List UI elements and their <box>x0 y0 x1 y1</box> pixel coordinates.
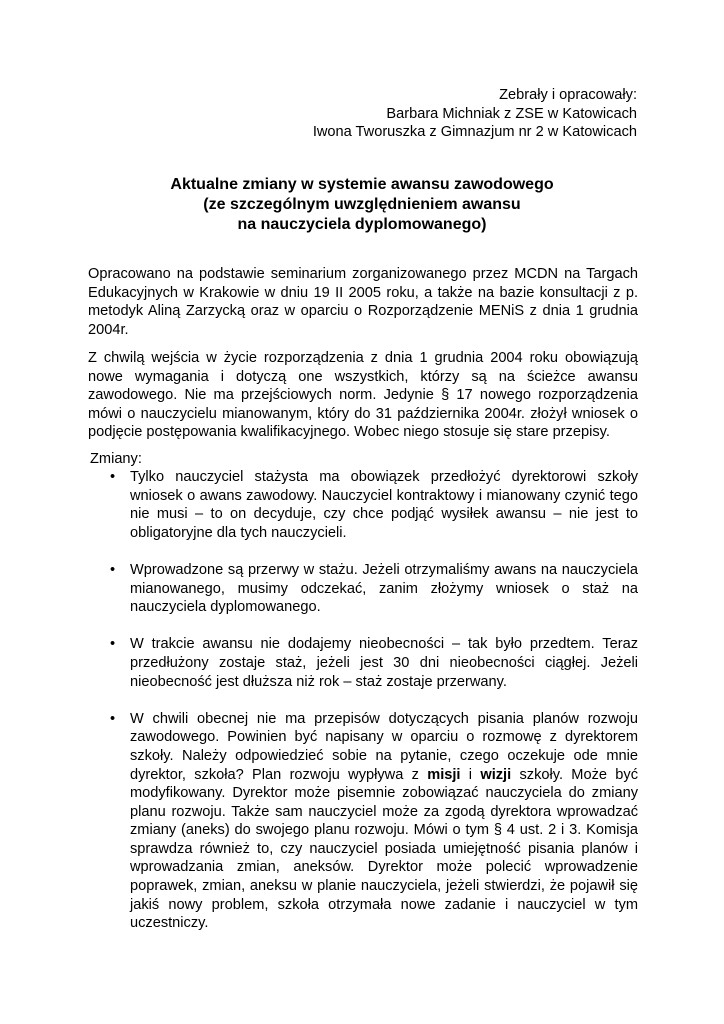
list-item <box>110 635 638 691</box>
document-title <box>0 175 724 235</box>
list-item-text <box>130 711 638 932</box>
author-line-1: Barbara Michniak z ZSE w Katowicach <box>386 105 637 122</box>
changes-list <box>110 468 638 933</box>
bold-word-misji: misji <box>427 766 461 783</box>
changes-label: Zmiany: <box>90 451 142 467</box>
authors-intro-line: Zebrały i opracowały: <box>499 87 637 103</box>
bold-word-wizji: wizji <box>480 766 512 783</box>
list-item <box>110 710 638 933</box>
list-item-text-part: i <box>460 766 481 783</box>
bullet-icon: • <box>110 469 116 485</box>
list-item-text: Wprowadzone są przerwy w stażu. Jeżeli otrzymaliśmy awans na nauczyciela mianowanego, musimy odczekać, zanim złożymy wniosek o staż na nauczyciela dyplomowanego. <box>130 561 638 616</box>
list-item <box>110 561 638 617</box>
list-item-text-part: W chwili obecnej nie ma przepisów dotyczących pisania planów rozwoju zawodowego. Powinien być napisany w oparciu o rozmowę z dyrektorem szkoły. Należy odpowiedzieć sobie na pytanie, czego oczekuje ode mnie dyrektor, szkoła? Plan rozwoju wypływa z <box>130 710 638 783</box>
bullet-icon: • <box>110 561 116 578</box>
intro-paragraph: Opracowano na podstawie seminarium zorganizowanego przez MCDN na Targach Edukacyjnych w Krakowie w dniu 19 II 2005 roku, a także na bazie konsultacji z p. metodyk Aliną Zarzycką oraz w oparciu o Rozporządzenie MENiS z dnia 1 grudnia 2004r. <box>88 266 638 338</box>
title-line-2: (ze szczególnym uwzględnieniem awansu <box>203 196 521 213</box>
regulation-paragraph: Z chwilą wejścia w życie rozporządzenia z dnia 1 grudnia 2004 roku obowiązują nowe wymagania i dotyczą one wszystkich, którzy są na ścieżce awansu zawodowego. Nie ma przejściowych norm. Jedynie § 17 nowego rozporządzenia mówi o nauczycielu mianowanym, który do 31 października 2004r. złożył wniosek o podjęcie postępowania kwalifikacyjnego. Wobec niego stosuje się stare przepisy. <box>88 350 638 441</box>
title-line-1: Aktualne zmiany w systemie awansu zawodowego <box>170 176 554 193</box>
list-item-text-part: szkoły. Może być modyfikowany. Dyrektor może pisemnie zobowiązać nauczyciela do zmiany planu rozwoju. Także sam nauczyciel może za zgodą dyrektora wprowadzać zmiany (aneks) do swojego planu rozwoju. Mówi o tym § 4 ust. 2 i 3. Komisja sprawdza również to, czy nauczyciel posiada umiejętność pisania planów i wprowadzania zmian, aneksów. Dyrektor może polecić wprowadzenie poprawek, zmian, aneksu w planie nauczyciela, jeżeli stwierdzi, że pojawił się jakiś nowy problem, szkoła otrzymała nowe zadanie i nauczyciel w tym uczestniczy. <box>130 766 639 932</box>
list-item-text: W trakcie awansu nie dodajemy nieobecności – tak było przedtem. Teraz przedłużony zostaje staż, jeżeli jest 30 dni nieobecności ciągłej. Jeżeli nieobecność jest dłuższa niż rok – staż zostaje przerwany. <box>130 636 638 690</box>
list-item-text: Tylko nauczyciel stażysta ma obowiązek przedłożyć dyrektorowi szkoły wniosek o awans zawodowy. Nauczyciel kontraktowy i mianowany czynić tego nie musi – to on decyduje, czy chce podjąć wysiłek awansu – nie jest to obligatoryjne dla tych nauczycieli. <box>130 469 638 541</box>
author-line-2: Iwona Tworuszka z Gimnazjum nr 2 w Katowicach <box>312 124 637 140</box>
title-line-3: na nauczyciela dyplomowanego) <box>237 216 487 233</box>
bullet-icon: • <box>110 636 116 653</box>
authors-header <box>313 86 637 142</box>
list-item <box>110 468 638 542</box>
bullet-icon: • <box>110 710 116 727</box>
